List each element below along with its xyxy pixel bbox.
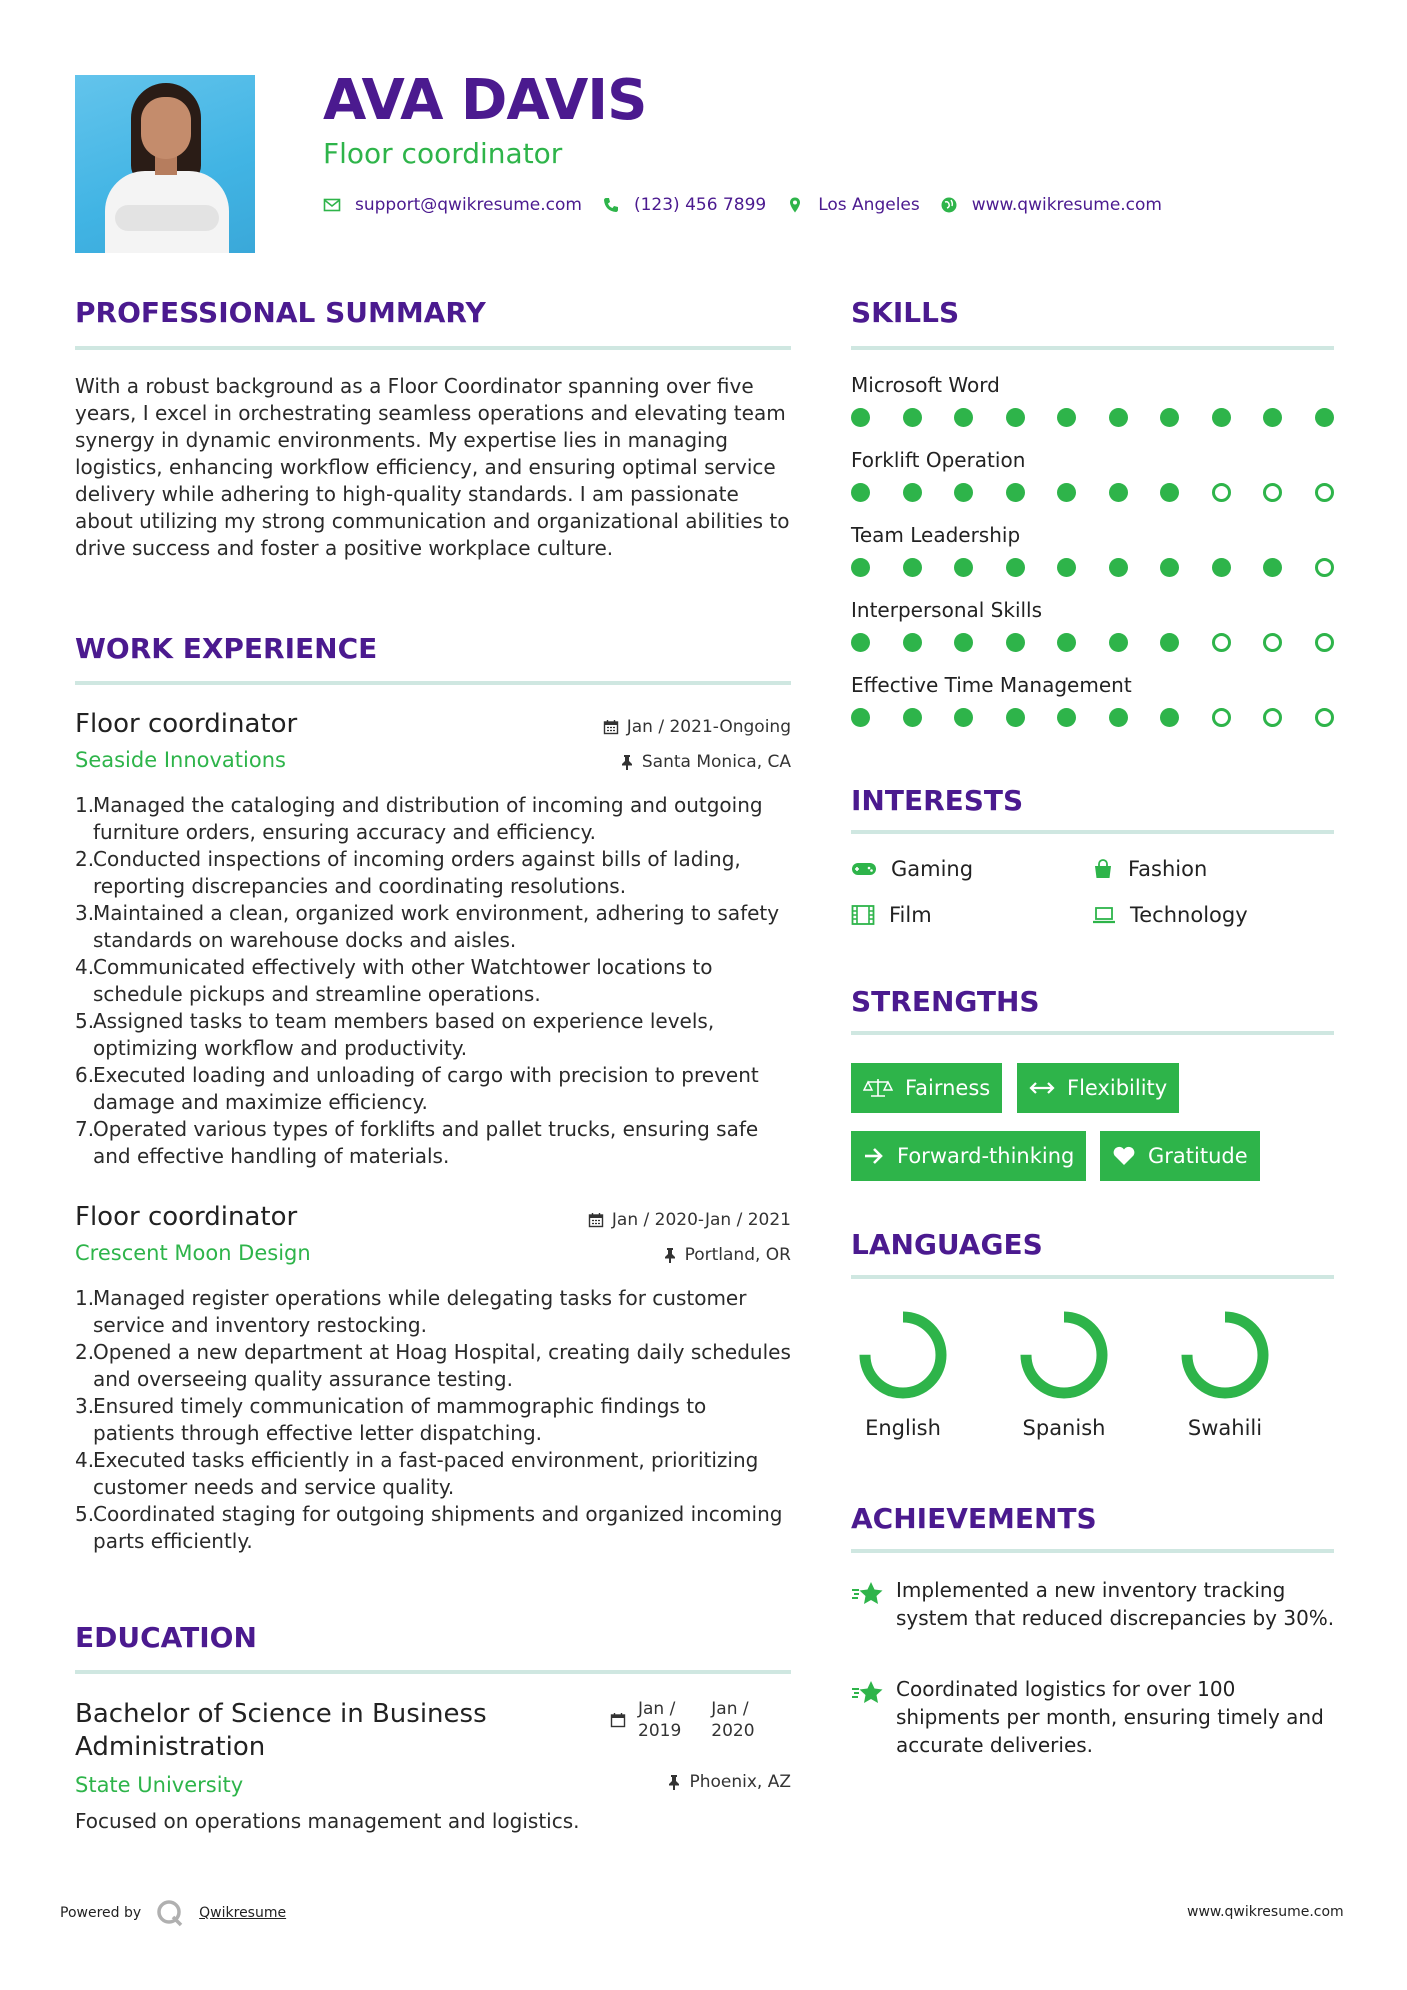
list-item: 5. Coordinated staging for outgoing shipments and organized incoming parts efficiently.: [75, 1502, 783, 1553]
heart-icon: [1112, 1146, 1136, 1166]
skill-dot-filled: [903, 408, 922, 427]
education-location-text: Phoenix, AZ: [689, 1772, 791, 1792]
language-proficiency-arc: [1187, 1317, 1263, 1393]
skill-dot-empty: [1263, 483, 1282, 502]
skill-dot-filled: [851, 708, 870, 727]
candidate-name: AVA DAVIS: [323, 68, 647, 133]
interests-divider: [851, 830, 1334, 834]
achievements-divider: [851, 1549, 1334, 1553]
powered-by-label: Powered by: [60, 1905, 142, 1921]
skill-name: Forklift Operation: [851, 448, 1026, 472]
strength-tag: Forward-thinking: [851, 1131, 1086, 1181]
map-marker-icon: [786, 196, 804, 214]
list-item: 1. Managed the cataloging and distribution of incoming and outgoing furniture orders, ensuring accuracy and efficiency.: [75, 793, 763, 844]
skill-dot-filled: [851, 483, 870, 502]
list-item: 7. Operated various types of forklifts and pallet trucks, ensuring safe and effective handling of materials.: [75, 1117, 759, 1168]
experience-divider: [75, 681, 791, 685]
job-title: Floor coordinator: [75, 709, 298, 739]
summary-divider: [75, 346, 791, 350]
summary-text: With a robust background as a Floor Coordinator spanning over five years, I excel in orchestrating seamless operations and elevating team synergy in dynamic environments. My expertise lies in managing logistics, enhancing workflow efficiency, and ensuring optimal service delivery while adhering to high-quality standards. I am passionate about utilizing my strong communication and organizational abilities to drive success and foster a positive workplace culture.: [75, 374, 790, 560]
skill-dot-filled: [903, 483, 922, 502]
education-dates: Jan / 2019 Jan / 2020: [610, 1698, 755, 1742]
company-name: Seaside Innovations: [75, 748, 286, 772]
qwikresume-logo-icon: [155, 1898, 185, 1928]
job-location-text: Santa Monica, CA: [641, 752, 791, 772]
skill-dot-filled: [1006, 558, 1025, 577]
calendar-icon: [603, 719, 619, 735]
star-badge-icon: [851, 1679, 885, 1707]
skill-dot-filled: [1057, 408, 1076, 427]
strength-tag: Gratitude: [1100, 1131, 1260, 1181]
strengths-divider: [851, 1031, 1334, 1035]
skill-dot-filled: [1006, 483, 1025, 502]
language-proficiency-arc: [1026, 1317, 1102, 1393]
list-item: 1. Managed register operations while delegating tasks for customer service and inventory restocking.: [75, 1286, 747, 1337]
skill-dot-empty: [1212, 708, 1231, 727]
arrows-horizontal-icon: [1029, 1081, 1055, 1095]
language-label: Swahili: [1187, 1416, 1263, 1440]
arrow-right-icon: [863, 1147, 885, 1165]
skill-name: Interpersonal Skills: [851, 598, 1043, 622]
interest-item: Gaming: [851, 857, 973, 881]
skill-dot-filled: [1212, 408, 1231, 427]
interest-item: Film: [851, 903, 932, 927]
calendar-icon: [588, 1212, 604, 1228]
profile-photo: [75, 75, 255, 253]
languages-heading: LANGUAGES: [851, 1228, 1043, 1261]
skill-dot-filled: [954, 633, 973, 652]
skills-divider: [851, 346, 1334, 350]
skill-name: Microsoft Word: [851, 373, 1000, 397]
degree-title: Bachelor of Science in Business Administration: [75, 1699, 487, 1762]
skill-name: Effective Time Management: [851, 673, 1132, 697]
interests-heading: INTERESTS: [851, 784, 1024, 817]
skill-dot-filled: [1263, 558, 1282, 577]
skill-dot-filled: [851, 633, 870, 652]
skill-dot-filled: [1212, 558, 1231, 577]
skill-dot-empty: [1315, 708, 1334, 727]
skill-name: Team Leadership: [851, 523, 1021, 547]
interest-item: Technology: [1092, 903, 1248, 927]
skill-dot-filled: [1109, 633, 1128, 652]
skill-dot-filled: [1315, 408, 1334, 427]
job-bullets: [75, 792, 791, 1170]
skill-dot-filled: [1160, 708, 1179, 727]
skill-dot-filled: [851, 408, 870, 427]
job-location-text: Portland, OR: [684, 1245, 791, 1265]
skill-dot-filled: [903, 558, 922, 577]
skill-dot-filled: [954, 408, 973, 427]
language-label: English: [865, 1416, 941, 1440]
skill-dot-filled: [1160, 633, 1179, 652]
language-ring: [1019, 1310, 1109, 1400]
language-ring: [1180, 1310, 1270, 1400]
list-item: 5. Assigned tasks to team members based on experience levels, optimizing workflow and productivity.: [75, 1009, 715, 1060]
contact-email[interactable]: support@qwikresume.com: [355, 195, 582, 215]
list-item: 2. Conducted inspections of incoming orders against bills of lading, reporting discrepancies and coordinating resolutions.: [75, 847, 741, 898]
skill-dot-filled: [903, 633, 922, 652]
job-dates-text: Jan / 2020-Jan / 2021: [611, 1210, 791, 1230]
footer-branding: [60, 1898, 286, 1928]
job-dates: [603, 717, 791, 737]
language-label: Spanish: [1022, 1416, 1106, 1440]
skill-dot-filled: [1160, 483, 1179, 502]
skill-dot-empty: [1212, 633, 1231, 652]
skill-dot-filled: [1263, 408, 1282, 427]
education-heading: EDUCATION: [75, 1621, 257, 1654]
globe-icon: [940, 196, 958, 214]
languages-divider: [851, 1275, 1334, 1279]
strength-tag: Fairness: [851, 1063, 1002, 1113]
shopping-bag-icon: [1092, 858, 1114, 880]
candidate-role: Floor coordinator: [323, 137, 563, 170]
gamepad-icon: [851, 861, 877, 877]
achievements-heading: ACHIEVEMENTS: [851, 1502, 1097, 1535]
job-location: [620, 752, 791, 772]
list-item: 3. Maintained a clean, organized work environment, adhering to safety standards on warehouse docks and aisles.: [75, 901, 780, 952]
company-name: Crescent Moon Design: [75, 1241, 311, 1265]
footer-site-link[interactable]: www.qwikresume.com: [1187, 1904, 1344, 1920]
skill-dot-filled: [1006, 633, 1025, 652]
skill-dot-filled: [1057, 633, 1076, 652]
star-badge-icon: [851, 1580, 885, 1608]
pin-icon: [667, 1774, 681, 1790]
film-icon: [851, 904, 875, 926]
calendar-icon: [610, 1712, 626, 1728]
language-proficiency-arc: [865, 1317, 941, 1393]
education-description: Focused on operations management and logistics.: [75, 1809, 580, 1833]
skill-dot-filled: [1057, 483, 1076, 502]
pin-icon: [620, 754, 634, 770]
language-ring: [858, 1310, 948, 1400]
experience-heading: WORK EXPERIENCE: [75, 632, 378, 665]
contact-phone[interactable]: (123) 456 7899: [633, 195, 767, 215]
phone-icon: [602, 196, 620, 214]
skill-dot-filled: [1109, 408, 1128, 427]
pin-icon: [663, 1247, 677, 1263]
skill-dot-filled: [1160, 558, 1179, 577]
job-bullets: [75, 1285, 791, 1555]
summary-heading: PROFESSIONAL SUMMARY: [75, 296, 486, 329]
skill-dot-empty: [1315, 483, 1334, 502]
skill-dot-filled: [1006, 708, 1025, 727]
list-item: 4. Executed tasks efficiently in a fast-paced environment, prioritizing customer needs and service quality.: [75, 1448, 759, 1499]
skills-heading: SKILLS: [851, 296, 960, 329]
envelope-icon: [323, 196, 341, 214]
achievement-item: Implemented a new inventory tracking system that reduced discrepancies by 30%.: [896, 1578, 1335, 1630]
job-title: Floor coordinator: [75, 1202, 298, 1232]
contact-bar: [323, 192, 1162, 218]
education-divider: [75, 1670, 791, 1674]
skill-dot-filled: [1160, 408, 1179, 427]
contact-website[interactable]: www.qwikresume.com: [971, 195, 1162, 215]
laptop-icon: [1092, 905, 1116, 925]
job-location: [663, 1245, 791, 1265]
skill-dot-empty: [1212, 483, 1231, 502]
skill-dot-filled: [1109, 558, 1128, 577]
interest-item: Fashion: [1092, 857, 1207, 881]
skill-dot-filled: [851, 558, 870, 577]
strength-tag: Flexibility: [1017, 1063, 1179, 1113]
strengths-heading: STRENGTHS: [851, 985, 1040, 1018]
list-item: 3. Ensured timely communication of mammographic findings to patients through effective letter dispatching.: [75, 1394, 707, 1445]
skill-dot-filled: [1109, 483, 1128, 502]
skill-dot-filled: [1006, 408, 1025, 427]
skill-dot-filled: [1109, 708, 1128, 727]
list-item: 4. Communicated effectively with other Watchtower locations to schedule pickups and streamline operations.: [75, 955, 713, 1006]
school-name: State University: [75, 1773, 244, 1797]
scale-icon: [863, 1077, 893, 1099]
skill-dot-empty: [1263, 708, 1282, 727]
contact-location: Los Angeles: [818, 195, 920, 215]
job-dates: [588, 1210, 791, 1230]
education-location: [667, 1772, 791, 1792]
skill-dot-filled: [954, 558, 973, 577]
list-item: 2. Opened a new department at Hoag Hospital, creating daily schedules and overseeing quality assurance testing.: [75, 1340, 791, 1391]
skill-dot-filled: [903, 708, 922, 727]
achievement-item: Coordinated logistics for over 100 shipments per month, ensuring timely and accurate deliveries.: [896, 1677, 1324, 1757]
brand-link[interactable]: Qwikresume: [199, 1905, 287, 1921]
skill-dot-filled: [1057, 708, 1076, 727]
skill-dot-filled: [954, 708, 973, 727]
list-item: 6. Executed loading and unloading of cargo with precision to prevent damage and maximize efficiency.: [75, 1063, 759, 1114]
skill-dot-empty: [1315, 558, 1334, 577]
skill-dot-filled: [954, 483, 973, 502]
skill-dot-filled: [1057, 558, 1076, 577]
job-dates-text: Jan / 2021-Ongoing: [626, 717, 791, 737]
skill-dot-empty: [1263, 633, 1282, 652]
skill-dot-empty: [1315, 633, 1334, 652]
